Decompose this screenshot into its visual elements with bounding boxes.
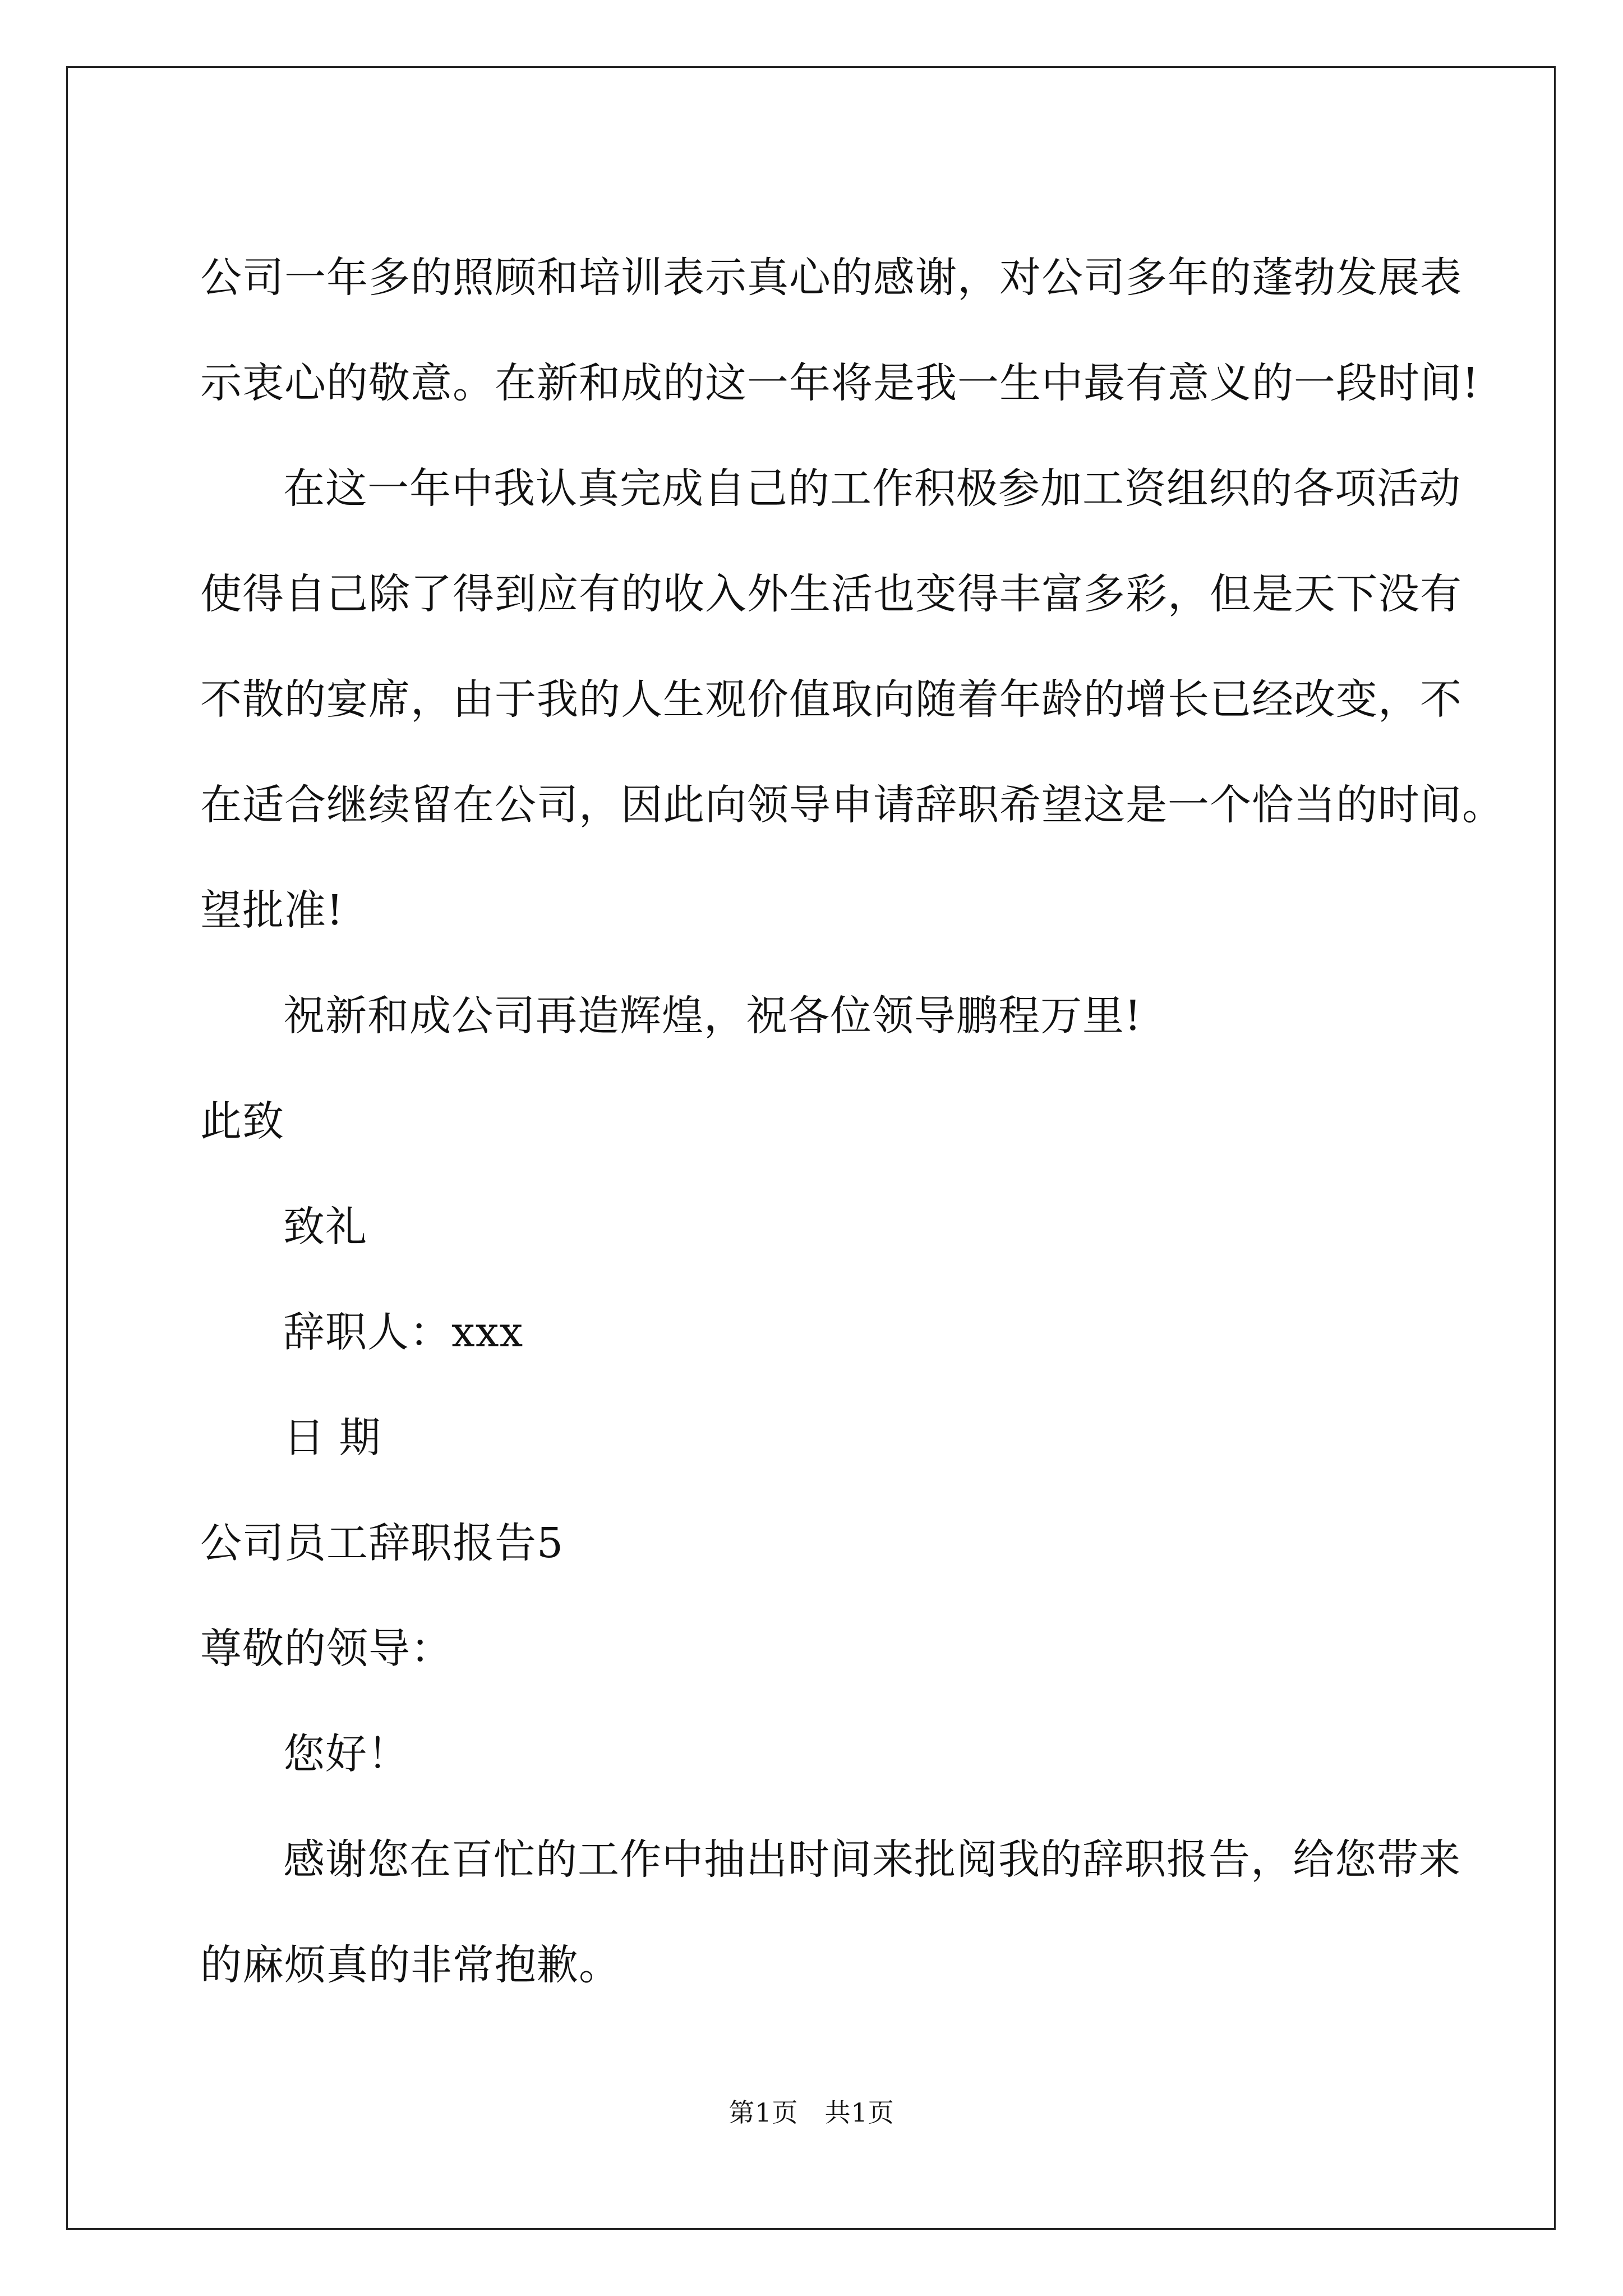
salutation-line [200, 1065, 1451, 1171]
date-line [200, 1382, 1451, 1487]
line-text: 此致 [200, 1097, 284, 1145]
line-text: 使得自己除了得到应有的收入外生活也变得丰富多彩，但是天下没有 [200, 570, 1462, 618]
paragraph-line [200, 538, 1462, 643]
line-text: 您好！ [283, 1730, 409, 1778]
line-text: 公司员工辞职报告5 [200, 1519, 564, 1567]
line-text: 致礼 [283, 1203, 367, 1251]
line-text: 辞职人：xxx [283, 1308, 524, 1356]
paragraph-line [200, 1803, 1461, 1909]
greeting-line [200, 1593, 1451, 1698]
greeting-line [200, 1698, 1451, 1803]
paragraph-line [200, 749, 1504, 854]
line-text: 公司一年多的照顾和培训表示真心的感谢，对公司多年的蓬勃发展表 [200, 254, 1462, 302]
line-text: 尊敬的领导： [200, 1625, 453, 1673]
line-text: 不散的宴席，由于我的人生观价值取向随着年龄的增长已经改变，不 [200, 675, 1462, 724]
paragraph-line [200, 854, 1451, 960]
line-text: 日 期 [283, 1414, 381, 1462]
paragraph-line [200, 327, 1479, 432]
salutation-line [200, 1171, 1451, 1276]
line-text: 在适合继续留在公司，因此向领导申请辞职希望这是一个恰当的时间。 [200, 781, 1504, 829]
section-heading [200, 1487, 1451, 1593]
line-text: 感谢您在百忙的工作中抽出时间来批阅我的辞职报告，给您带来 [283, 1835, 1461, 1884]
paragraph-line [200, 222, 1462, 327]
document-body [200, 222, 1504, 2014]
signature-line [200, 1276, 1451, 1382]
line-text: 在这一年中我认真完成自己的工作积极参加工资组织的各项活动 [283, 464, 1461, 513]
paragraph-line [200, 432, 1461, 538]
paragraph-line [200, 960, 1451, 1065]
line-text: 祝新和成公司再造辉煌，祝各位领导鹏程万里! [283, 992, 1142, 1040]
paragraph-line [200, 1909, 1451, 2014]
paragraph-line [200, 643, 1462, 749]
line-text: 示衷心的敬意。在新和成的这一年将是我一生中最有意义的一段时间! [200, 359, 1479, 407]
page-number-footer: 第1页 共1页 [728, 2097, 895, 2128]
line-text: 的麻烦真的非常抱歉。 [200, 1941, 621, 1989]
line-text: 望批准! [200, 886, 344, 935]
